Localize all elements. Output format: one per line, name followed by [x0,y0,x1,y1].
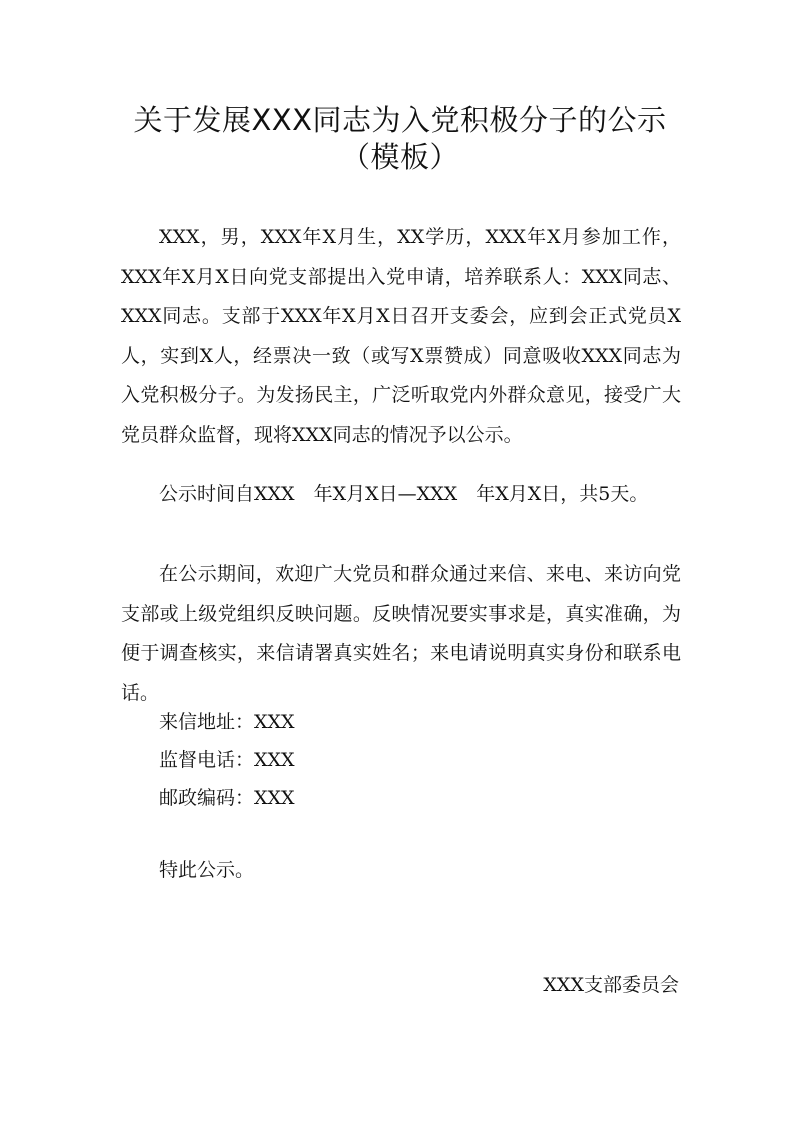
document-subtitle: （模板） [340,140,459,174]
contact-phone: 监督电话：XXX [159,749,295,771]
paragraph-feedback-instructions: 在公示期间，欢迎广大党员和群众通过来信、来电、来访向党支部或上级党组织反映问题。反映情况要实事求是，真实准确，为便于调查核实，来信请署真实姓名；来电请说明真实身份和联系电话。 [121,563,681,704]
closing-remark: 特此公示。 [159,859,255,881]
contact-postcode: 邮政编码：XXX [159,787,295,809]
contact-address: 来信地址：XXX [159,711,295,733]
paragraph-introduction: XXX，男，XXX年X月生，XX学历，XXX年X月参加工作，XXX年X月X日向党支部提出入党申请，培养联系人：XXX同志、XXX同志。支部于XXX年X月X日召开支委会，应到会正式党员X人，实到X人，经票决一致（或写X票赞成）同意吸收XXX同志为入党积极分子。为发扬民主，广泛听取党内外群众意见，接受广大党员群众监督，现将XXX同志的情况予以公示。 [121,226,681,446]
document-title: 关于发展XXX同志为入党积极分子的公示 [133,103,667,137]
signature: XXX支部委员会 [543,974,679,996]
paragraph-publicity-period: 公示时间自XXX 年X月X日—XXX 年X月X日，共5天。 [159,483,649,505]
